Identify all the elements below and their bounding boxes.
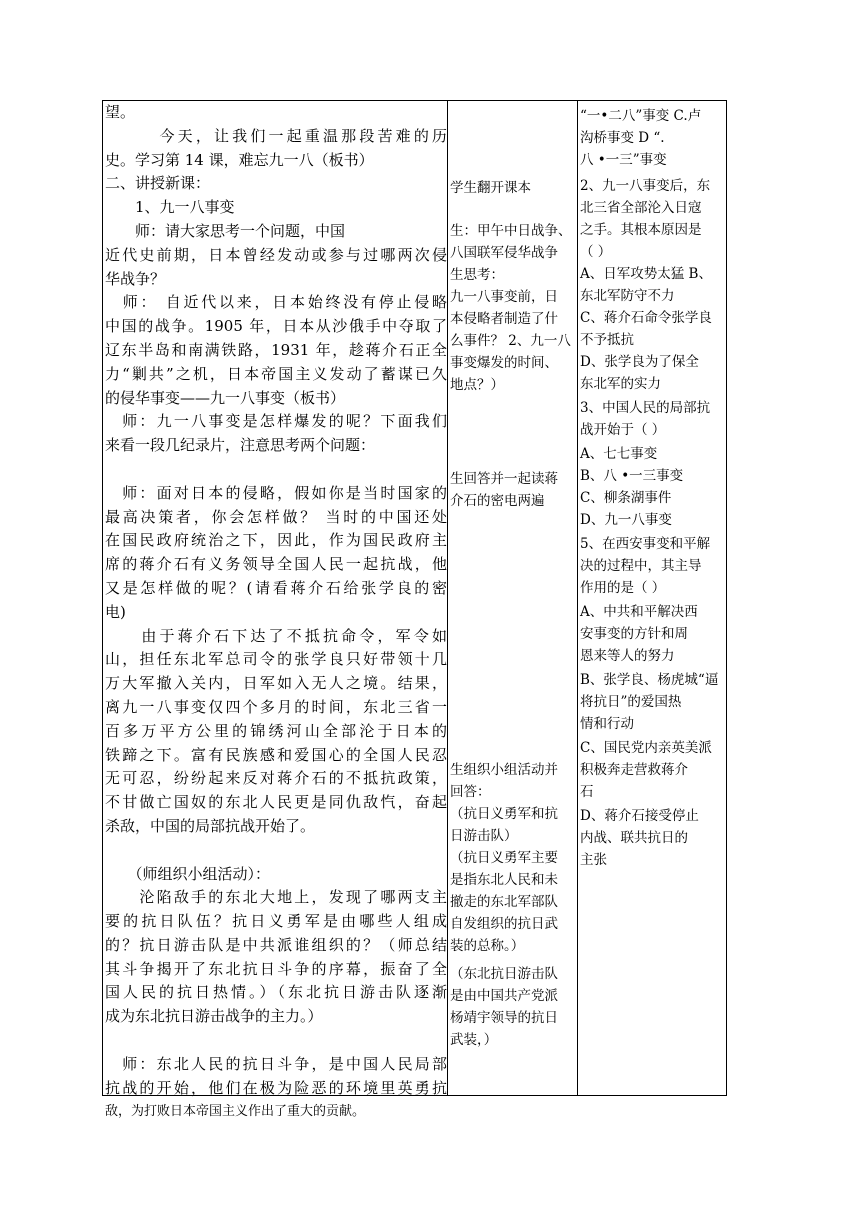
text-line: 又是怎样做的呢？(请看蒋介石给张学良的密 xyxy=(105,578,447,597)
text-line: 么事件？ 2、九一八 xyxy=(450,333,571,349)
text-line: 二、讲授新课： xyxy=(105,174,211,193)
text-line: A、日军攻势太猛 B、 xyxy=(580,266,712,282)
text-line: 事变爆发的时间、 xyxy=(450,355,558,371)
text-line: 杨靖宇领导的抗日 xyxy=(450,1010,558,1026)
text-line: 不予抵抗 xyxy=(580,332,634,348)
text-line: 生回答并一起读蒋 xyxy=(450,471,558,487)
text-line: B、八 •一三事变 xyxy=(580,468,684,484)
text-line: 撤走的东北军部队 xyxy=(450,894,558,910)
text-line: D、张学良为了保全 xyxy=(580,354,699,370)
text-line: 积极奔走营救蒋介 xyxy=(580,762,688,778)
text-line: 1、九一八事变 xyxy=(105,198,235,217)
text-line: 中国的战争。1905 年，日本从沙俄手中夺取了 xyxy=(105,317,447,336)
text-line: 沦陷敌手的东北大地上，发现了哪两支主 xyxy=(105,888,447,907)
column-divider xyxy=(447,101,448,1095)
text-line: 国人民的抗日热情。）（东北抗日游击队逐渐 xyxy=(105,983,447,1002)
column-divider xyxy=(577,101,578,1095)
text-line: “一•二八”事变 C.卢 xyxy=(580,108,702,124)
text-line: 是指东北人民和未 xyxy=(450,872,558,888)
text-line: 师：东北人民的抗日斗争，是中国人民局部 xyxy=(105,1054,447,1073)
text-line: 决的过程中，其主导 xyxy=(580,558,702,574)
text-line: 辽东半岛和南满铁路，1931 年，趁蒋介石正全 xyxy=(105,340,447,359)
text-line: 在国民政府统治之下，因此，作为国民政府主 xyxy=(105,531,447,550)
text-line: 3、中国人民的局部抗 xyxy=(580,400,711,416)
text-line: 八国联军侵华战争 xyxy=(450,245,558,261)
text-line: 近代史前期，日本曾经发动或参与过哪两次侵 xyxy=(105,245,447,264)
text-line: 来看一段几纪录片，注意思考两个问题： xyxy=(105,436,376,455)
text-line: 介石的密电两遍 xyxy=(450,493,545,509)
text-line: 主张 xyxy=(580,852,607,868)
text-line: 席的蒋介石有义务领导全国人民一起抗战，他 xyxy=(105,555,447,574)
text-line: 离九一八事变仅四个多月的时间，东北三省一 xyxy=(105,697,447,716)
text-line: 不甘做亡国奴的东北人民更是同仇敌忾，奋起 xyxy=(105,793,447,812)
text-line: （ ） xyxy=(580,244,612,260)
text-line: C、蒋介石命令张学良 xyxy=(580,310,712,326)
text-line: 学生翻开课本 xyxy=(450,180,531,196)
text-line: 本侵略者制造了什 xyxy=(450,311,558,327)
text-line: 情和行动 xyxy=(580,716,634,732)
text-line xyxy=(105,839,447,863)
text-line: 东北军的实力 xyxy=(580,376,661,392)
text-line: 无可忍，纷纷起来反对蒋介石的不抵抗政策， xyxy=(105,769,447,788)
text-line: 的？抗日游击队是中共派谁组织的？（师总结 xyxy=(105,935,447,954)
text-line: 作用的是（ ） xyxy=(580,580,666,596)
text-line: 装的总称。） xyxy=(450,938,525,954)
text-line: 成为东北抗日游击战争的主力。） xyxy=(105,1007,323,1026)
text-line: D、蒋介石接受停止 xyxy=(580,808,699,824)
text-line: （东北抗日游击队 xyxy=(450,966,558,982)
text-line: 的侵华事变——九一八事变（板书） xyxy=(105,388,346,407)
text-line: 师：请大家思考一个问题，中国 xyxy=(105,221,346,240)
text-line: 万大军撤入关内，日军如入无人之境。结果， xyxy=(105,674,447,693)
text-line: 敌，为打败日本帝国主义作出了重大的贡献。 xyxy=(105,1104,366,1120)
text-line: 山，担任东北军总司令的张学良只好带领十几 xyxy=(105,650,447,669)
text-line: 之手。其根本原因是 xyxy=(580,222,702,238)
text-line: 其斗争揭开了东北抗日斗争的序幕，振奋了全 xyxy=(105,959,447,978)
text-line: 日游击队） xyxy=(450,828,518,844)
text-line: 电) xyxy=(105,602,126,621)
text-line: 东北军防守不力 xyxy=(580,288,675,304)
text-line: B、张学良、杨虎城“逼 xyxy=(580,672,719,688)
text-line: 华战争？ xyxy=(105,269,166,288)
text-line: 史。学习第 14 课，难忘九一八（板书） xyxy=(105,150,374,169)
text-line: 八 •一三”事变 xyxy=(580,152,667,168)
text-line: 内战、联共抗日的 xyxy=(580,830,688,846)
text-line xyxy=(105,458,447,482)
text-line: 安事变的方针和周 xyxy=(580,626,688,642)
text-line: 力“剿共”之机，日本帝国主义发动了蓄谋已久 xyxy=(105,364,447,383)
text-line: 5、在西安事变和平解 xyxy=(580,536,711,552)
text-line: 要的抗日队伍？抗日义勇军是由哪些人组成 xyxy=(105,912,447,931)
text-line: 今天，让我们一起重温那段苦难的历 xyxy=(105,126,447,145)
text-line: 回答： xyxy=(450,784,491,800)
text-line: 将抗日”的爱国热 xyxy=(580,694,682,710)
text-line: 生组织小组活动并 xyxy=(450,762,558,778)
text-line: A、中共和平解决西 xyxy=(580,604,698,620)
text-line: C、国民党内亲英美派 xyxy=(580,740,712,756)
text-line: （师组织小组活动）： xyxy=(105,864,271,883)
text-line: 2、九一八事变后，东 xyxy=(580,178,711,194)
text-line: 恩来等人的努力 xyxy=(580,648,675,664)
text-line: 地点？） xyxy=(450,377,504,393)
text-line: 自发组织的抗日武 xyxy=(450,916,558,932)
text-line: 是由中国共产党派 xyxy=(450,988,558,1004)
text-line: 师： 自近代以来，日本始终没有停止侵略 xyxy=(105,293,447,312)
text-line: 武装，） xyxy=(450,1032,498,1048)
text-line: 生思考： xyxy=(450,267,504,283)
text-line: 北三省全部沦入日寇 xyxy=(580,200,702,216)
text-line xyxy=(105,1029,447,1053)
text-line: 由于蒋介石下达了不抵抗命令，军令如 xyxy=(105,626,447,645)
text-line: 最高决策者，你会怎样做？ 当时的中国还处 xyxy=(105,507,447,526)
lesson-plan-table xyxy=(102,100,727,1120)
text-line: 沟桥事变 D “. xyxy=(580,130,665,146)
text-line: 百多万平方公里的锦绣河山全部沦于日本的 xyxy=(105,721,447,740)
text-line: 九一八事变前，日 xyxy=(450,289,558,305)
text-line: 师：九一八事变是怎样爆发的呢？下面我们 xyxy=(105,412,447,431)
text-line: 铁蹄之下。富有民族感和爱国心的全国人民忍 xyxy=(105,745,447,764)
text-line: D、九一八事变 xyxy=(580,512,672,528)
text-line: （抗日义勇军主要 xyxy=(450,850,558,866)
text-line: （抗日义勇军和抗 xyxy=(450,806,558,822)
text-line: 抗战的开始，他们在极为险恶的环境里英勇抗 xyxy=(105,1078,447,1097)
text-line: 生：甲午中日战争、 xyxy=(450,223,572,239)
text-line: 师：面对日本的侵略，假如你是当时国家的 xyxy=(105,483,447,502)
text-line: C、柳条湖事件 xyxy=(580,490,672,506)
text-line: 战开始于（ ） xyxy=(580,422,666,438)
text-line: A、七七事变 xyxy=(580,446,658,462)
teaching-process-column xyxy=(105,101,447,1124)
text-line: 望。 xyxy=(105,103,136,121)
text-line: 杀敌，中国的局部抗战开始了。 xyxy=(105,816,316,835)
text-line: 石 xyxy=(580,784,594,800)
